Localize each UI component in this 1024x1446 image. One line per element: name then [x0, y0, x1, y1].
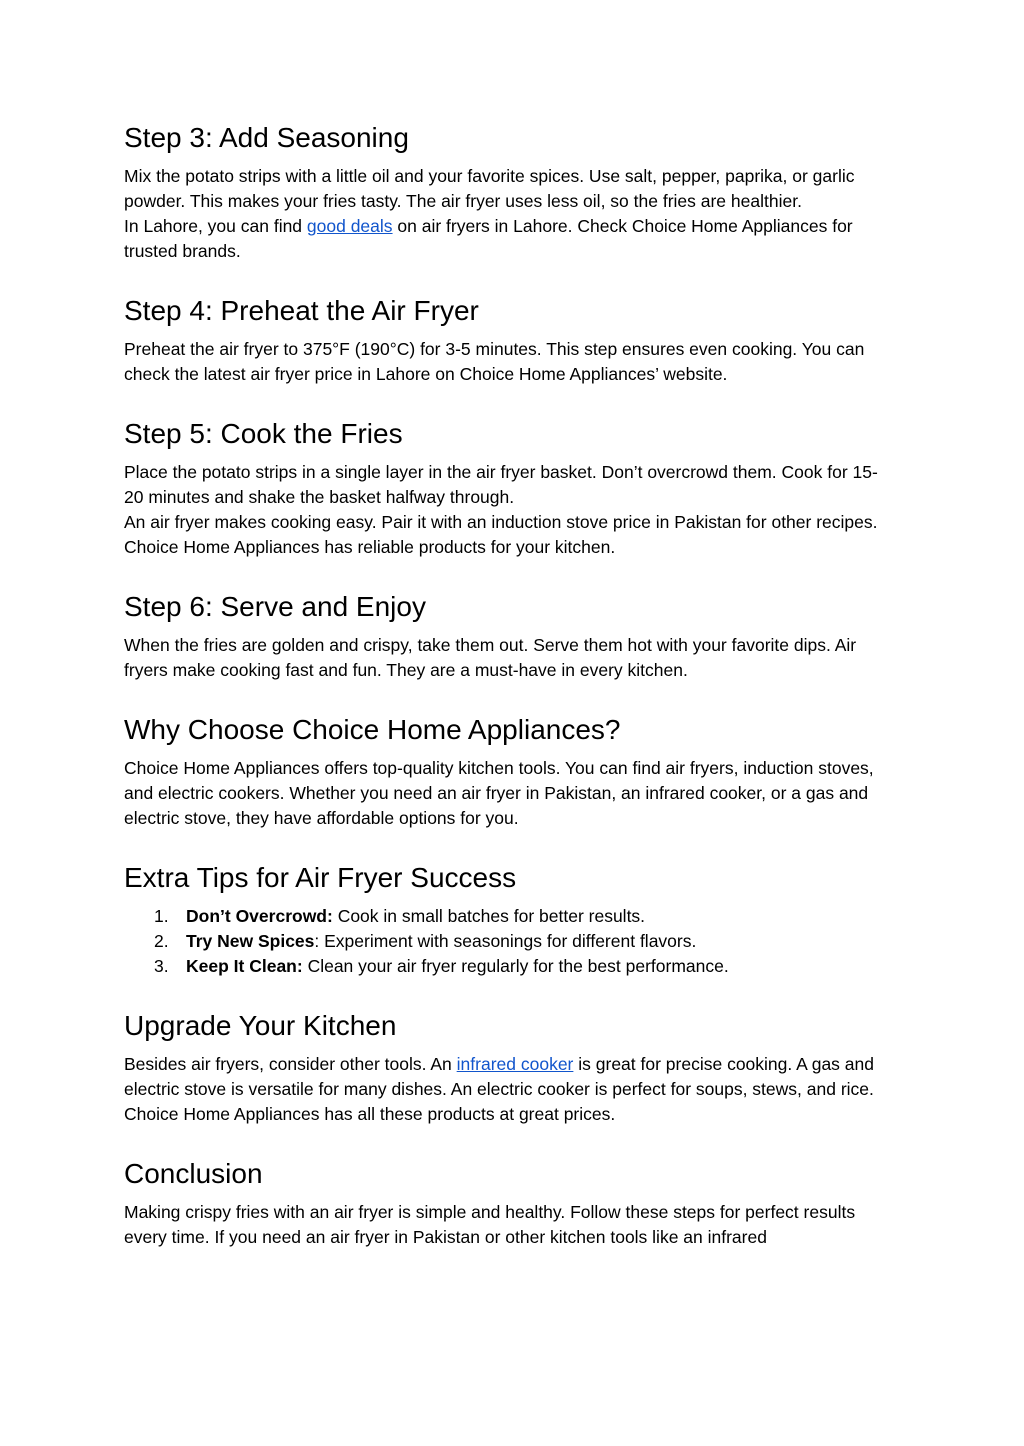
- paragraph-conclusion: Making crispy fries with an air fryer is simple and healthy. Follow these steps for perfect results every time. If you need an air fryer in Pakistan or other kitchen tools like an infrared: [124, 1202, 856, 1247]
- heading-step-3: Step 3: Add Seasoning: [124, 122, 409, 153]
- document-page: [124, 120, 894, 1279]
- list-number: 3.: [154, 956, 169, 976]
- paragraph-upgrade-kitchen: [124, 1052, 894, 1127]
- heading-extra-tips: Extra Tips for Air Fryer Success: [124, 862, 517, 893]
- paragraph-step-5-pair: An air fryer makes cooking easy. Pair it with an induction stove price in Pakistan for other recipes. Choice Home Appliances has reliable products for your kitchen.: [124, 512, 878, 557]
- section-conclusion: [124, 1156, 894, 1250]
- tip-title: Try New Spices: [186, 931, 315, 951]
- heading-conclusion: Conclusion: [124, 1158, 263, 1189]
- tip-text: Clean your air fryer regularly for the best performance.: [302, 956, 729, 976]
- infrared-cooker-link[interactable]: infrared cooker: [456, 1054, 574, 1074]
- text-segment: on air fryers in Lahore. Check Choice Home Appliances for trusted brands.: [124, 216, 853, 261]
- paragraph-step-6: When the fries are golden and crispy, take them out. Serve them hot with your favorite dips. Air fryers make cooking fast and fun. They are a must-have in every kitchen.: [124, 635, 857, 680]
- section-step-6: [124, 589, 894, 683]
- tip-title: Keep It Clean:: [186, 956, 303, 976]
- paragraph-why-choose: Choice Home Appliances offers top-quality kitchen tools. You can find air fryers, induction stoves, and electric cookers. Whether you need an air fryer in Pakistan, an infrared cooker, or a gas and electric stove, they have affordable options for you.: [124, 758, 874, 828]
- paragraph-step-3-lahore: [124, 214, 894, 264]
- tips-list: [124, 904, 894, 979]
- paragraph-step-4: Preheat the air fryer to 375°F (190°C) for 3-5 minutes. This step ensures even cooking. You can check the latest air fryer price in Lahore on Choice Home Appliances’ website.: [124, 339, 865, 384]
- paragraph-step-5-cook: Place the potato strips in a single layer in the air fryer basket. Don’t overcrowd them. Cook for 15-20 minutes and shake the basket halfway through.: [124, 462, 878, 507]
- list-item: [124, 929, 894, 954]
- section-extra-tips: [124, 860, 894, 979]
- list-number: 1.: [154, 906, 169, 926]
- heading-upgrade-kitchen: Upgrade Your Kitchen: [124, 1010, 397, 1041]
- heading-step-4: Step 4: Preheat the Air Fryer: [124, 295, 479, 326]
- heading-why-choose: Why Choose Choice Home Appliances?: [124, 714, 621, 745]
- tip-text: Cook in small batches for better results.: [332, 906, 646, 926]
- heading-step-5: Step 5: Cook the Fries: [124, 418, 403, 449]
- tip-title: Don’t Overcrowd:: [186, 906, 333, 926]
- section-upgrade-kitchen: [124, 1008, 894, 1127]
- heading-step-6: Step 6: Serve and Enjoy: [124, 591, 426, 622]
- section-why-choose: [124, 712, 894, 831]
- paragraph-step-3-seasoning: Mix the potato strips with a little oil and your favorite spices. Use salt, pepper, paprika, or garlic powder. This makes your fries tasty. The air fryer uses less oil, so the fries are healthier.: [124, 166, 855, 211]
- section-step-4: [124, 293, 894, 387]
- section-step-5: [124, 416, 894, 560]
- text-segment: In Lahore, you can find: [124, 216, 307, 236]
- good-deals-link[interactable]: good deals: [306, 216, 393, 236]
- tip-text: : Experiment with seasonings for different flavors.: [314, 931, 697, 951]
- list-item: [124, 904, 894, 929]
- text-segment: is great for precise cooking. A gas and electric stove is versatile for many dishes. An electric cooker is perfect for soups, stews, and rice. Choice Home Appliances has all these products at great prices.: [124, 1054, 874, 1124]
- list-item: [124, 954, 894, 979]
- text-segment: Besides air fryers, consider other tools. An: [124, 1054, 457, 1074]
- list-number: 2.: [154, 931, 169, 951]
- section-step-3: [124, 120, 894, 264]
